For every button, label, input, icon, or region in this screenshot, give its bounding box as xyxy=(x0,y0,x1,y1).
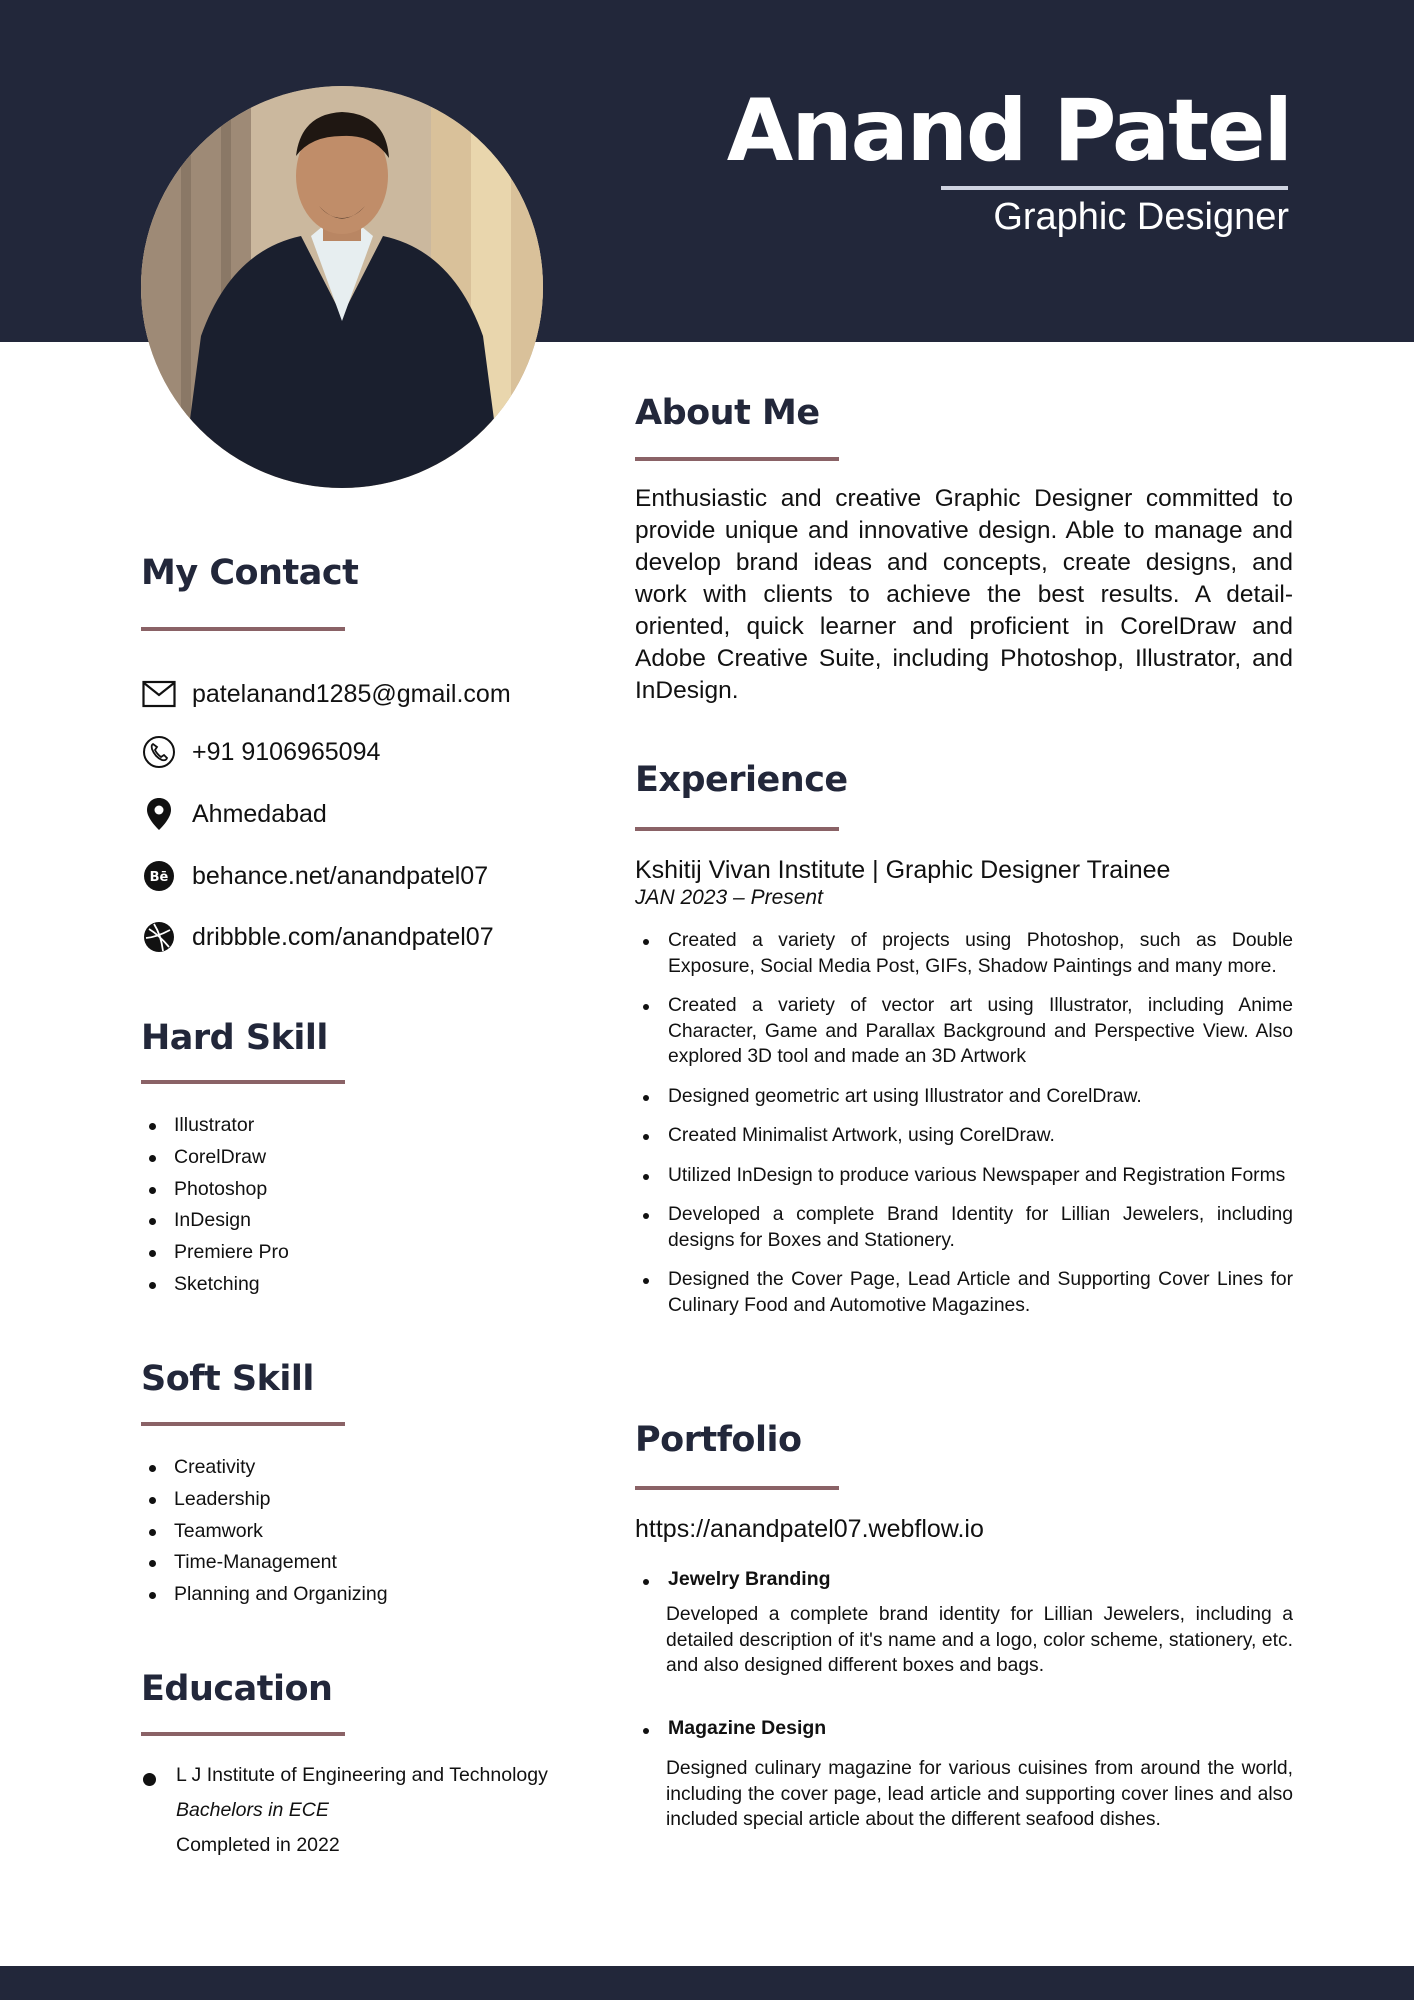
list-item: InDesign xyxy=(141,1205,289,1237)
list-item: Utilized InDesign to produce various Newspaper and Registration Forms xyxy=(635,1163,1293,1189)
education-degree: Bachelors in ECE xyxy=(176,1799,329,1821)
about-text: Enthusiastic and creative Graphic Designer committed to provide unique and innovative design. Able to manage and develop brand ideas and concepts, create designs, and work with clients to achieve the best results. A detail-oriented, quick learner and proficient in CorelDraw and Adobe Creative Suite, including Photoshop, Illustrator, and InDesign. xyxy=(635,485,1293,704)
portfolio-title: Portfolio xyxy=(635,1420,802,1460)
list-item: Time-Management xyxy=(141,1547,388,1579)
mail-icon xyxy=(141,676,177,712)
portfolio-link[interactable]: https://anandpatel07.webflow.io xyxy=(635,1515,984,1543)
list-item: Created a variety of vector art using Illustrator, including Anime Character, Game and Parallax Background and Perspective View. Also explored 3D tool and made an 3D Artwork xyxy=(635,993,1293,1070)
list-item: Photoshop xyxy=(141,1174,289,1206)
education-bullet xyxy=(143,1773,156,1786)
dribbble-icon xyxy=(141,919,177,955)
contact-dribbble[interactable] xyxy=(141,919,494,955)
list-item: Created Minimalist Artwork, using CorelDraw. xyxy=(635,1123,1293,1149)
list-item: Teamwork xyxy=(141,1516,388,1548)
list-item: Designed the Cover Page, Lead Article and Supporting Cover Lines for Culinary Food and Automotive Magazines. xyxy=(635,1267,1293,1318)
profile-photo xyxy=(141,86,543,488)
contact-behance[interactable] xyxy=(141,858,488,894)
location-pin-icon xyxy=(141,796,177,832)
email-text: patelanand1285@gmail.com xyxy=(192,679,511,708)
about-title-rule xyxy=(635,457,839,461)
hard-skill-list xyxy=(141,1110,289,1301)
project-title-magazine: Magazine Design xyxy=(668,1717,827,1739)
hard-skill-title: Hard Skill xyxy=(141,1018,328,1058)
experience-title: Experience xyxy=(635,760,848,800)
list-item: Illustrator xyxy=(141,1110,289,1142)
portfolio-title-rule xyxy=(635,1486,839,1490)
list-item: Developed a complete Brand Identity for Lillian Jewelers, including designs for Boxes and Stationery. xyxy=(635,1202,1293,1253)
project-desc-jewelry: Developed a complete brand identity for Lillian Jewelers, including a detailed description of it's name and a logo, color scheme, stationery, etc. and also designed different boxes and bags. xyxy=(666,1604,1293,1676)
list-item: Creativity xyxy=(141,1452,388,1484)
list-item: Premiere Pro xyxy=(141,1237,289,1269)
behance-icon xyxy=(141,858,177,894)
project-title-jewelry: Jewelry Branding xyxy=(668,1568,831,1590)
soft-skill-title: Soft Skill xyxy=(141,1359,314,1399)
contact-title-rule xyxy=(141,627,345,631)
education-title: Education xyxy=(141,1669,333,1709)
job-role: Graphic Designer xyxy=(993,196,1289,238)
soft-skill-title-rule xyxy=(141,1422,345,1426)
project-bullet xyxy=(643,1579,649,1585)
hard-skill-title-rule xyxy=(141,1080,345,1084)
experience-title-rule xyxy=(635,827,839,831)
name-underline xyxy=(941,186,1288,190)
contact-location xyxy=(141,796,327,832)
phone-text: +91 9106965094 xyxy=(192,737,381,766)
project-bullet xyxy=(643,1728,649,1734)
svg-text:Bē: Bē xyxy=(149,870,169,885)
education-institution: L J Institute of Engineering and Technology xyxy=(176,1764,548,1786)
education-title-rule xyxy=(141,1732,345,1736)
footer-band xyxy=(0,1966,1414,2000)
list-item: Sketching xyxy=(141,1269,289,1301)
about-title: About Me xyxy=(635,393,820,433)
resume-name: Anand Patel xyxy=(726,81,1291,181)
job-dates: JAN 2023 – Present xyxy=(635,886,823,909)
job-title: Kshitij Vivan Institute | Graphic Designer Trainee xyxy=(635,856,1171,884)
list-item: Created a variety of projects using Photoshop, such as Double Exposure, Social Media Post, GIFs, Shadow Paintings and many more. xyxy=(635,928,1293,979)
contact-email[interactable] xyxy=(141,676,511,712)
experience-bullets xyxy=(635,928,1293,1332)
education-completed: Completed in 2022 xyxy=(176,1834,340,1856)
contact-title: My Contact xyxy=(141,553,359,593)
location-text: Ahmedabad xyxy=(192,799,327,828)
dribbble-text: dribbble.com/anandpatel07 xyxy=(192,922,494,951)
list-item: Planning and Organizing xyxy=(141,1579,388,1611)
behance-text: behance.net/anandpatel07 xyxy=(192,861,489,890)
list-item: Leadership xyxy=(141,1484,388,1516)
list-item: CorelDraw xyxy=(141,1142,289,1174)
phone-icon xyxy=(141,734,177,770)
soft-skill-list xyxy=(141,1452,388,1611)
contact-phone[interactable] xyxy=(141,734,380,770)
list-item: Designed geometric art using Illustrator and CorelDraw. xyxy=(635,1084,1293,1110)
project-desc-magazine: Designed culinary magazine for various cuisines from around the world, including the cover page, lead article and supporting cover lines and also included special article about the different seafood dishes. xyxy=(666,1758,1293,1830)
